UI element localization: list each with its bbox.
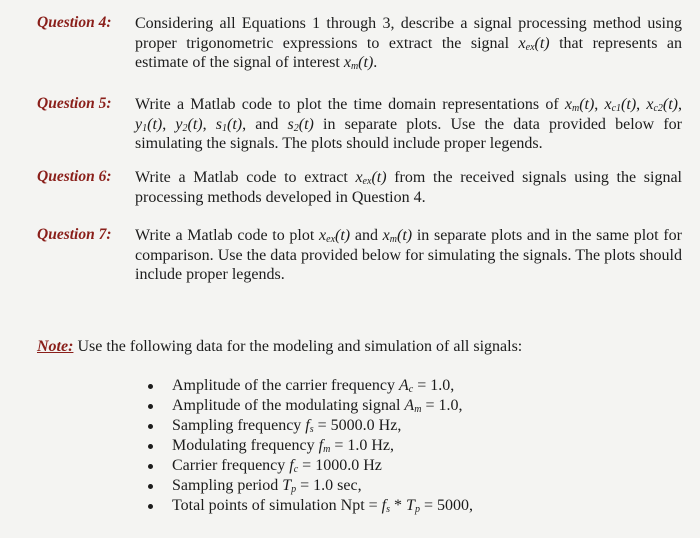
list-item bbox=[148, 456, 473, 476]
list-item-text: Carrier frequency $f_c = 1000.0$ Hz bbox=[172, 457, 382, 475]
question-label: Question 5: bbox=[37, 95, 112, 112]
list-item-text: Modulating frequency $f_m = 1.0$ Hz, bbox=[172, 437, 394, 455]
note bbox=[37, 338, 522, 356]
question-7 bbox=[37, 226, 682, 285]
question-text: Write a Matlab code to extract $x_{ex}(t)$ from the received signals using the signal processing methods developed in Question 4. bbox=[135, 169, 682, 206]
question-label: Question 6: bbox=[37, 168, 112, 185]
list-item bbox=[148, 416, 473, 436]
list-item-text: Amplitude of the modulating signal $A_m = 1.0$, bbox=[172, 397, 463, 415]
question-text: Considering all Equations 1 through 3, describe a signal processing method using proper trigonometric expressions to extract the signal $x_{ex}(t)$ that represents an estimate of the signal of interest $x_m(t)$. bbox=[135, 15, 683, 72]
list-item bbox=[148, 496, 473, 516]
question-5 bbox=[37, 95, 682, 154]
bullet-icon bbox=[148, 424, 153, 429]
bullet-icon bbox=[148, 444, 153, 449]
question-text: Write a Matlab code to plot $x_{ex}(t)$ and $x_m(t)$ in separate plots and in the same plot for comparison. Use the data provided below for simulating the signals. The plots should include proper legends. bbox=[135, 227, 682, 283]
simulation-data-list bbox=[148, 376, 473, 516]
question-label: Question 4: bbox=[37, 14, 112, 31]
list-item-text: Sampling period $T_p = 1.0$ sec, bbox=[172, 477, 362, 495]
bullet-icon bbox=[148, 384, 153, 389]
list-item-text: Total points of simulation Npt = $f_s * T_p = 5000$, bbox=[172, 497, 473, 515]
list-item bbox=[148, 396, 473, 416]
bullet-icon bbox=[148, 504, 153, 509]
question-label: Question 7: bbox=[37, 226, 112, 243]
question-6 bbox=[37, 168, 682, 207]
list-item bbox=[148, 436, 473, 456]
list-item-text: Amplitude of the carrier frequency $A_c = 1.0$, bbox=[172, 377, 455, 395]
bullet-icon bbox=[148, 464, 153, 469]
bullet-icon bbox=[148, 404, 153, 409]
list-item bbox=[148, 476, 473, 496]
list-item-text: Sampling frequency $f_s = 5000.0$ Hz, bbox=[172, 417, 402, 435]
note-label: Note: bbox=[37, 338, 74, 355]
bullet-icon bbox=[148, 484, 153, 489]
question-4 bbox=[37, 14, 682, 73]
note-text: Use the following data for the modeling and simulation of all signals: bbox=[77, 338, 523, 355]
question-text: Write a Matlab code to plot the time domain representations of $x_m(t)$, $x_{c1}(t)$, $x_{c2}(t)$, $y_1(t)$, $y_2(t)$, $s_1(t)$, and $s_2(t)$ in separate plots. Use the data provided below for simulating the signals. The plots should include proper legends. bbox=[135, 96, 683, 152]
list-item bbox=[148, 376, 473, 396]
